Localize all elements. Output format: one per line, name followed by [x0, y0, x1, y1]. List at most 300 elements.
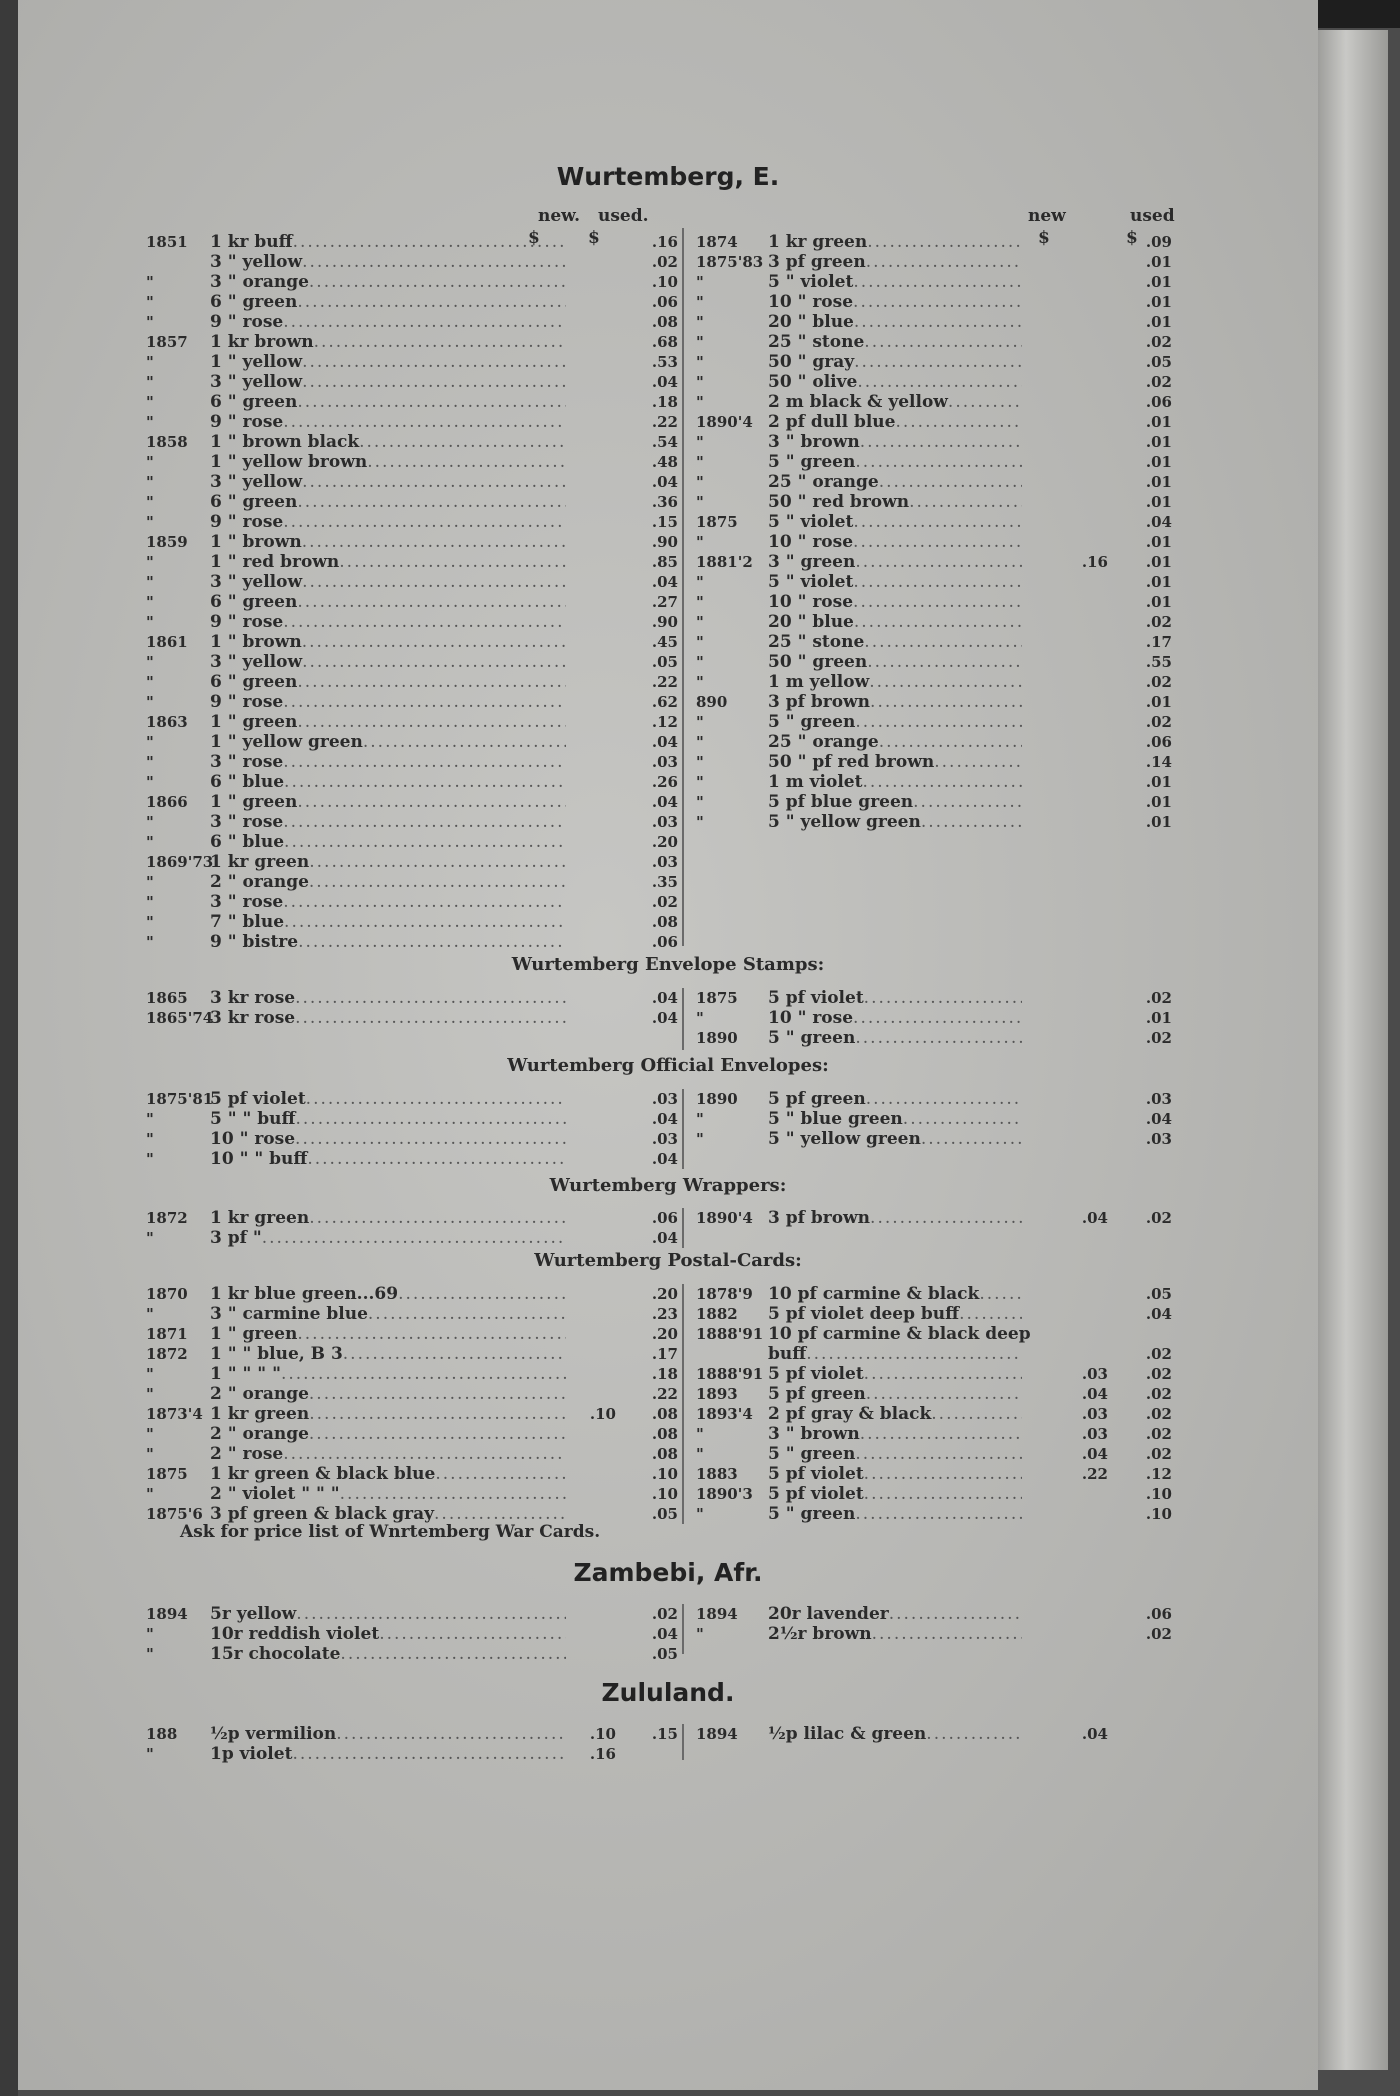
price-row — [696, 512, 1172, 532]
issue-year: 1878'9 — [696, 1285, 753, 1303]
price-row — [146, 672, 678, 692]
issue-year: 1871 — [146, 1325, 188, 1343]
price-new: .04 — [1081, 1725, 1108, 1743]
price-row — [146, 292, 678, 312]
issue-year: 1894 — [696, 1725, 738, 1743]
dot-leader — [921, 1129, 1022, 1149]
price-used: .04 — [651, 1009, 678, 1027]
price-used: .02 — [1145, 1445, 1172, 1463]
price-row — [146, 252, 678, 272]
dot-leader — [866, 1089, 1022, 1109]
issue-year: " — [696, 673, 704, 691]
dot-leader — [297, 492, 566, 512]
price-used: .02 — [651, 253, 678, 271]
section-title-wrappers: Wurtemberg Wrappers: — [549, 1175, 787, 1196]
price-used: .62 — [651, 693, 678, 711]
issue-year: 1873'4 — [146, 1405, 203, 1423]
issue-year: 1866 — [146, 793, 188, 811]
dot-leader — [879, 472, 1022, 492]
dot-leader — [295, 1008, 566, 1028]
price-row — [696, 1344, 1172, 1364]
price-row — [146, 572, 678, 592]
price-used: .01 — [1145, 533, 1172, 551]
price-row — [146, 1384, 678, 1404]
price-row — [696, 1324, 1172, 1344]
dot-leader — [314, 332, 566, 352]
price-row — [696, 1008, 1172, 1028]
stamp-description: 1 kr buff — [210, 232, 293, 252]
issue-year: " — [146, 1365, 154, 1383]
price-used: .35 — [651, 873, 678, 891]
stamp-description: 3 pf brown — [768, 1208, 871, 1228]
issue-year: " — [146, 1130, 154, 1148]
price-used: .01 — [1145, 693, 1172, 711]
dot-leader — [283, 612, 566, 632]
stamp-description: 3 " brown — [768, 432, 860, 452]
price-used: .02 — [1145, 373, 1172, 391]
zululand-left-column — [146, 1724, 678, 1764]
stamp-description: 6 " green — [210, 592, 298, 612]
price-row — [696, 592, 1172, 612]
price-used: .01 — [1145, 793, 1172, 811]
price-used: .02 — [1145, 1345, 1172, 1363]
price-row — [146, 452, 678, 472]
dot-leader — [379, 1624, 566, 1644]
dot-leader — [866, 252, 1022, 272]
price-row — [696, 1504, 1172, 1524]
issue-year: 1890 — [696, 1090, 738, 1108]
price-row — [146, 372, 678, 392]
dot-leader — [864, 988, 1022, 1008]
dot-leader — [862, 772, 1022, 792]
price-used: .15 — [651, 513, 678, 531]
price-used: .53 — [651, 353, 678, 371]
price-row — [696, 1364, 1172, 1384]
stamp-description: 3 " yellow — [210, 252, 303, 272]
issue-year: 1865 — [146, 989, 188, 1007]
price-used: .48 — [651, 453, 678, 471]
dot-leader — [926, 1724, 1022, 1744]
stamp-description: 5 " green — [768, 1444, 856, 1464]
stamp-description: 50 " green — [768, 652, 868, 672]
price-row — [146, 412, 678, 432]
issue-year: 1888'91 — [696, 1365, 764, 1383]
wurtemberg-left-column — [146, 232, 678, 952]
issue-year: " — [146, 673, 154, 691]
dot-leader — [931, 1404, 1022, 1424]
stamp-description: 10 " rose — [768, 532, 854, 552]
price-row — [146, 692, 678, 712]
price-used: .16 — [651, 233, 678, 251]
dot-leader — [855, 552, 1022, 572]
dot-leader — [292, 1744, 566, 1764]
price-used: .12 — [651, 713, 678, 731]
stamp-description: 10 " rose — [768, 292, 854, 312]
issue-year: " — [696, 333, 704, 351]
stamp-description: 2 " orange — [210, 1384, 309, 1404]
price-row — [146, 1424, 678, 1444]
issue-year: " — [696, 1009, 704, 1027]
stamp-description: 5 pf violet deep buff — [768, 1304, 960, 1324]
price-used: .01 — [1145, 773, 1172, 791]
price-used: .08 — [651, 913, 678, 931]
price-row — [146, 432, 678, 452]
price-used: .26 — [651, 773, 678, 791]
issue-year: " — [696, 593, 704, 611]
price-used: .01 — [1145, 1009, 1172, 1027]
price-used: .05 — [651, 1645, 678, 1663]
stamp-description: 6 " blue — [210, 832, 285, 852]
dot-leader — [283, 752, 566, 772]
price-row — [146, 352, 678, 372]
section-title-official-envelopes: Wurtemberg Official Envelopes: — [507, 1055, 829, 1076]
issue-year: " — [696, 353, 704, 371]
issue-year: " — [696, 733, 704, 751]
stamp-description: 3 " brown — [768, 1424, 860, 1444]
dot-leader — [343, 1344, 566, 1364]
section-title-wurtemberg: Wurtemberg, E. — [556, 162, 780, 191]
dot-leader — [872, 1624, 1022, 1644]
stamp-description: 1 " green — [210, 792, 298, 812]
issue-year: 1875 — [696, 513, 738, 531]
stamp-description: 3 " rose — [210, 892, 284, 912]
price-row — [696, 1384, 1172, 1404]
dot-leader — [853, 572, 1022, 592]
dot-leader — [853, 512, 1022, 532]
issue-year: 1869'73 — [146, 853, 214, 871]
price-row — [696, 1624, 1172, 1644]
stamp-description: 2 " orange — [210, 872, 309, 892]
stamp-description: 3 " yellow — [210, 372, 303, 392]
price-row — [146, 792, 678, 812]
stamp-description: 1 " yellow brown — [210, 452, 368, 472]
price-used: .02 — [1145, 1365, 1172, 1383]
stamp-description: 50 " olive — [768, 372, 858, 392]
dot-leader — [297, 712, 566, 732]
price-used: .55 — [1145, 653, 1172, 671]
dot-leader — [284, 912, 566, 932]
column-header-used: used. — [598, 206, 649, 226]
stamp-description: buff — [768, 1344, 807, 1364]
price-row — [146, 1364, 678, 1384]
official-right-column — [696, 1089, 1172, 1149]
dot-leader — [340, 1644, 566, 1664]
dot-leader — [309, 1424, 566, 1444]
price-row — [696, 332, 1172, 352]
dot-leader — [853, 272, 1022, 292]
column-divider — [682, 1089, 684, 1169]
dot-leader — [281, 1364, 566, 1384]
price-row — [696, 552, 1172, 572]
issue-year: " — [146, 513, 154, 531]
page-edge — [1318, 30, 1388, 2070]
price-row — [696, 292, 1172, 312]
stamp-description: 2 " orange — [210, 1424, 309, 1444]
stamp-description: 1 " red brown — [210, 552, 340, 572]
price-used: .10 — [651, 1465, 678, 1483]
issue-year: 1890'3 — [696, 1485, 753, 1503]
price-row — [696, 532, 1172, 552]
price-used: .02 — [1145, 713, 1172, 731]
issue-year: " — [696, 293, 704, 311]
stamp-description: 6 " green — [210, 392, 298, 412]
dot-leader — [297, 672, 566, 692]
issue-year: " — [146, 1745, 154, 1763]
postal-right-column — [696, 1284, 1172, 1524]
price-used: .06 — [1145, 733, 1172, 751]
price-row — [696, 1109, 1172, 1129]
stamp-description: 6 " green — [210, 492, 298, 512]
section-title-envelope-stamps: Wurtemberg Envelope Stamps: — [511, 954, 825, 975]
price-used: .15 — [651, 1725, 678, 1743]
price-used: .04 — [651, 793, 678, 811]
price-used: .36 — [651, 493, 678, 511]
issue-year: " — [146, 413, 154, 431]
issue-year: " — [696, 1445, 704, 1463]
price-used: .08 — [651, 313, 678, 331]
price-row — [146, 1149, 678, 1169]
issue-year: " — [146, 1425, 154, 1443]
dot-leader — [435, 1464, 566, 1484]
dot-leader — [309, 852, 566, 872]
dot-leader — [855, 1028, 1022, 1048]
dot-leader — [854, 612, 1022, 632]
stamp-description: 10 pf carmine & black deep — [768, 1324, 1031, 1344]
price-used: .03 — [651, 753, 678, 771]
stamp-description: 6 " green — [210, 672, 298, 692]
price-new: .10 — [589, 1405, 616, 1423]
price-row — [696, 1028, 1172, 1048]
price-row — [146, 852, 678, 872]
stamp-description: 3 " rose — [210, 812, 284, 832]
issue-year: " — [146, 273, 154, 291]
stamp-description: 5 pf green — [768, 1089, 866, 1109]
dot-leader — [854, 312, 1022, 332]
dot-leader — [864, 1364, 1022, 1384]
issue-year: " — [696, 633, 704, 651]
price-row — [146, 1404, 678, 1424]
stamp-description: 5 " " buff — [210, 1109, 296, 1129]
price-used: .04 — [651, 473, 678, 491]
dot-leader — [340, 1484, 566, 1504]
price-row — [696, 652, 1172, 672]
price-used: .05 — [1145, 1285, 1172, 1303]
price-row — [696, 752, 1172, 772]
price-row — [696, 712, 1172, 732]
price-row — [146, 1324, 678, 1344]
dot-leader — [283, 892, 566, 912]
price-used: .45 — [651, 633, 678, 651]
issue-year: " — [146, 453, 154, 471]
dot-leader — [302, 652, 566, 672]
issue-year: " — [146, 653, 154, 671]
stamp-description: 5 " violet — [768, 512, 854, 532]
issue-year: " — [696, 1505, 704, 1523]
price-row — [146, 332, 678, 352]
stamp-description: 1 " brown — [210, 632, 302, 652]
stamp-description: 1 " green — [210, 1324, 298, 1344]
issue-year: " — [696, 793, 704, 811]
price-used: .22 — [651, 413, 678, 431]
stamp-description: 1p violet — [210, 1744, 293, 1764]
price-row — [146, 1208, 678, 1228]
catalog-page — [18, 0, 1318, 2090]
stamp-description: 10 " rose — [768, 592, 854, 612]
dot-leader — [363, 732, 566, 752]
price-used: .04 — [1145, 513, 1172, 531]
stamp-description: 50 " pf red brown — [768, 752, 935, 772]
price-used: .02 — [1145, 1405, 1172, 1423]
stamp-description: 3 kr rose — [210, 988, 296, 1008]
envelope-right-column — [696, 988, 1172, 1048]
price-row — [146, 1644, 678, 1664]
dot-leader — [913, 792, 1022, 812]
issue-year: 1872 — [146, 1345, 188, 1363]
price-row — [696, 252, 1172, 272]
issue-year: " — [146, 293, 154, 311]
issue-year: " — [146, 1305, 154, 1323]
price-row — [146, 812, 678, 832]
stamp-description: 3 " yellow — [210, 652, 303, 672]
dot-leader — [295, 1129, 566, 1149]
price-row — [696, 412, 1172, 432]
dot-leader — [302, 532, 566, 552]
dot-leader — [934, 752, 1022, 772]
stamp-description: 1 " " blue, B 3 — [210, 1344, 343, 1364]
price-row — [146, 872, 678, 892]
price-row — [696, 372, 1172, 392]
stamp-description: 1 kr blue green...69 — [210, 1284, 399, 1304]
dot-leader — [864, 632, 1022, 652]
price-used: .17 — [651, 1345, 678, 1363]
stamp-description: 3 pf " — [210, 1228, 262, 1248]
dot-leader — [959, 1304, 1022, 1324]
issue-year: " — [696, 1425, 704, 1443]
price-used: .01 — [1145, 433, 1172, 451]
stamp-description: 2½r brown — [768, 1624, 872, 1644]
price-used: .02 — [651, 893, 678, 911]
price-used: .90 — [651, 613, 678, 631]
price-used: .02 — [1145, 333, 1172, 351]
issue-year: " — [146, 1110, 154, 1128]
stamp-description: 9 " bistre — [210, 932, 299, 952]
dot-leader — [306, 1089, 566, 1109]
issue-year: " — [146, 473, 154, 491]
stamp-description: 1 kr green & black blue — [210, 1464, 436, 1484]
price-row — [146, 1484, 678, 1504]
dot-leader — [283, 1444, 566, 1464]
issue-year: 1874 — [696, 233, 738, 251]
issue-year: 1858 — [146, 433, 188, 451]
issue-year: " — [146, 1150, 154, 1168]
issue-year: " — [146, 753, 154, 771]
stamp-description: 3 pf green — [768, 252, 866, 272]
price-used: .10 — [1145, 1505, 1172, 1523]
dot-leader — [867, 232, 1022, 252]
postal-left-column — [146, 1284, 678, 1524]
issue-year: " — [696, 373, 704, 391]
issue-year: " — [146, 1485, 154, 1503]
price-used: .01 — [1145, 553, 1172, 571]
dot-leader — [336, 1724, 566, 1744]
price-row — [146, 272, 678, 292]
price-new: .04 — [1081, 1209, 1108, 1227]
issue-year: " — [146, 1645, 154, 1663]
issue-year: " — [146, 933, 154, 951]
stamp-description: 9 " rose — [210, 512, 284, 532]
issue-year: " — [146, 373, 154, 391]
dot-leader — [309, 1404, 566, 1424]
dot-leader — [860, 432, 1022, 452]
issue-year: " — [696, 653, 704, 671]
dot-leader — [855, 1444, 1022, 1464]
dot-leader — [283, 812, 566, 832]
stamp-description: 25 " stone — [768, 632, 865, 652]
issue-year: 1865'74 — [146, 1009, 214, 1027]
scan-left-shadow — [0, 0, 18, 2096]
issue-year: 1857 — [146, 333, 188, 351]
dot-leader — [307, 1149, 566, 1169]
column-divider — [682, 988, 684, 1050]
price-row — [696, 732, 1172, 752]
stamp-description: 10r reddish violet — [210, 1624, 380, 1644]
dot-leader — [302, 572, 566, 592]
stamp-description: 2 m black & yellow — [768, 392, 948, 412]
dot-leader — [302, 472, 566, 492]
stamp-description: 5 pf green — [768, 1384, 866, 1404]
wrappers-left-column — [146, 1208, 678, 1248]
dot-leader — [302, 352, 566, 372]
stamp-description: 2 pf dull blue — [768, 412, 896, 432]
issue-year: 1875'83 — [696, 253, 764, 271]
price-row — [696, 672, 1172, 692]
price-used: .06 — [651, 293, 678, 311]
issue-year: " — [696, 713, 704, 731]
price-row — [146, 1724, 678, 1744]
price-used: .04 — [651, 1229, 678, 1247]
stamp-description: 1 kr green — [210, 1208, 310, 1228]
price-new: .03 — [1081, 1425, 1108, 1443]
issue-year: " — [146, 1445, 154, 1463]
dot-leader — [296, 1109, 567, 1129]
price-used: .02 — [1145, 1209, 1172, 1227]
price-used: .02 — [1145, 1625, 1172, 1643]
price-row — [146, 912, 678, 932]
stamp-description: 1 kr green — [768, 232, 868, 252]
price-list-note: Ask for price list of Wnrtemberg War Cards. — [180, 1522, 601, 1542]
stamp-description: 5 pf violet — [768, 1364, 864, 1384]
stamp-description: 25 " orange — [768, 732, 879, 752]
currency-symbol: $ — [528, 228, 540, 248]
price-row — [146, 232, 678, 252]
scan-corner — [1310, 0, 1400, 28]
stamp-description: 1 " yellow green — [210, 732, 363, 752]
price-row — [696, 1404, 1172, 1424]
price-row — [146, 472, 678, 492]
stamp-description: 3 pf green & black gray — [210, 1504, 435, 1524]
price-used: .08 — [651, 1405, 678, 1423]
price-row — [696, 452, 1172, 472]
price-row — [146, 392, 678, 412]
official-left-column — [146, 1089, 678, 1169]
issue-year: " — [146, 693, 154, 711]
currency-symbol: $ — [1126, 228, 1138, 248]
stamp-description: 2 " violet " " " — [210, 1484, 340, 1504]
price-used: .05 — [651, 653, 678, 671]
stamp-description: ½p lilac & green — [768, 1724, 927, 1744]
stamp-description: 5 " green — [768, 452, 856, 472]
price-row — [146, 532, 678, 552]
